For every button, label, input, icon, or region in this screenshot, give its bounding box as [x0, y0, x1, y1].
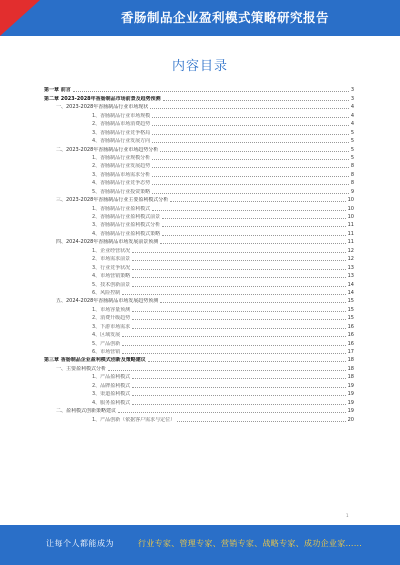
toc-leader-dots: [152, 175, 349, 177]
toc-leader-dots: [132, 377, 345, 379]
toc-entry[interactable]: [44, 330, 354, 338]
toc-entry-page: 5: [350, 154, 354, 161]
toc-leader-dots: [152, 116, 349, 118]
toc-entry-title: 3、香肠制品行业盈利模式分析: [92, 222, 161, 229]
toc-entry[interactable]: [44, 414, 354, 422]
toc-entry[interactable]: [44, 178, 354, 186]
toc-entry[interactable]: [44, 321, 354, 329]
report-title: 香肠制品企业盈利模式策略研究报告: [120, 10, 329, 25]
toc-entry-title: 1、市场容量预测: [92, 306, 131, 313]
toc-entry[interactable]: [44, 347, 354, 355]
toc-entry-title: 二、盈利模式创新策略建议: [56, 408, 117, 415]
toc-leader-dots: [132, 386, 345, 388]
toc-entry-title: 一、主要盈利模式分析: [56, 365, 107, 372]
toc-entry[interactable]: [44, 144, 354, 152]
toc-entry[interactable]: [44, 228, 354, 236]
toc-entry-title: 5、产品创新: [92, 340, 121, 347]
toc-leader-dots: [118, 411, 346, 413]
toc-entry[interactable]: [44, 313, 354, 321]
toc-leader-dots: [132, 394, 345, 396]
toc-entry-title: 6、风险控制: [92, 289, 121, 296]
toc-entry-title: 四、2024-2028年香肠制品市场发展前景预测: [56, 239, 159, 246]
toc-entry-page: 13: [347, 264, 354, 271]
toc-leader-dots: [152, 183, 349, 185]
toc-entry-title: 三、2023-2028年香肠制品行业主要盈利模式分析: [56, 197, 169, 204]
toc-leader-dots: [152, 209, 345, 211]
toc-entry-page: 19: [347, 391, 354, 398]
toc-entry[interactable]: [44, 397, 354, 405]
toc-leader-dots: [148, 360, 346, 362]
toc-entry[interactable]: [44, 304, 354, 312]
toc-leader-dots: [160, 242, 345, 244]
toc-leader-dots: [132, 259, 345, 261]
toc-entry-title: 4、区域发展: [92, 332, 121, 339]
toc-entry[interactable]: [44, 355, 354, 363]
toc-leader-dots: [152, 192, 349, 194]
toc-entry-page: 10: [347, 214, 354, 220]
toc-entry-page: 4: [350, 112, 354, 119]
toc-leader-dots: [132, 327, 345, 329]
toc-entry[interactable]: [44, 288, 354, 296]
toc-entry-title: 3、香肠制品市场需求分析: [92, 171, 151, 178]
toc-entry[interactable]: [44, 136, 354, 144]
toc-entry[interactable]: [44, 110, 354, 118]
footer-roles: 行业专家、管理专家、营销专家、战略专家、成功企业家……: [138, 539, 363, 548]
toc-entry[interactable]: [44, 338, 354, 346]
toc-entry[interactable]: [44, 119, 354, 127]
page-marker: 1: [346, 513, 349, 518]
toc-entry[interactable]: [44, 406, 354, 414]
toc-leader-dots: [152, 141, 349, 143]
toc-entry[interactable]: [44, 102, 354, 110]
toc-entry-title: 第一章 前言: [44, 87, 71, 94]
toc-entry[interactable]: [44, 195, 354, 203]
toc-entry-title: 5、香肠制品行业投资策略: [92, 188, 151, 195]
toc-entry-title: 2、香肠制品行业盈利模式前景: [92, 214, 161, 220]
header-banner: [0, 0, 400, 36]
toc-entry-page: 19: [347, 408, 354, 415]
toc-entry-title: 3、下游市场需求: [92, 323, 131, 330]
toc-entry-title: 4、香肠制品行业盈利模式策略: [92, 230, 161, 237]
toc-leader-dots: [108, 369, 346, 371]
toc-entry-title: 3、行业竞争状况: [92, 264, 131, 271]
toc-leader-dots: [132, 310, 345, 312]
toc-entry-page: 12: [347, 247, 354, 254]
toc-entry[interactable]: [44, 93, 354, 101]
toc-entry-title: 1、香肠制品行业规模分析: [92, 154, 151, 161]
red-corner-decoration: [0, 0, 40, 36]
toc-leader-dots: [152, 158, 349, 160]
toc-leader-dots: [162, 217, 345, 219]
toc-heading: 内容目录: [171, 59, 228, 74]
toc-entry-page: 14: [347, 289, 354, 296]
toc-leader-dots: [132, 276, 345, 278]
toc-entry-page: 20: [347, 416, 354, 423]
toc-entry-page: 18: [347, 374, 354, 381]
toc-entry-page: 5: [350, 146, 354, 153]
toc-leader-dots: [152, 166, 349, 168]
toc-leader-dots: [160, 150, 349, 152]
toc-leader-dots: [160, 301, 345, 303]
toc-leader-dots: [177, 420, 345, 422]
toc-entry[interactable]: [44, 169, 354, 177]
toc-entry-page: 17: [347, 349, 354, 355]
toc-leader-dots: [122, 352, 345, 354]
toc-leader-dots: [162, 234, 345, 236]
toc-entry[interactable]: [44, 271, 354, 279]
toc-entry-title: 2、香肠制品行业发展趋势: [92, 163, 151, 170]
toc-leader-dots: [150, 107, 349, 109]
toc-entry-page: 19: [347, 399, 354, 406]
toc-entry-page: 16: [347, 332, 354, 339]
toc-entry[interactable]: [44, 237, 354, 245]
toc-entry-page: 11: [347, 222, 354, 229]
toc-entry-title: 6、市场营销: [92, 349, 121, 355]
toc-entry-page: 5: [350, 129, 354, 136]
toc-entry[interactable]: [44, 212, 354, 220]
toc-entry-title: 4、香肠制品行业竞争态势: [92, 180, 151, 187]
toc-entry[interactable]: [44, 153, 354, 161]
toc-entry-page: 15: [347, 298, 354, 305]
toc-entry[interactable]: [44, 296, 354, 304]
toc-entry-title: 1、企业经营状况: [92, 247, 131, 254]
toc-entry-title: 1、香肠制品行业市场规模: [92, 112, 151, 119]
toc-entry[interactable]: [44, 363, 354, 371]
toc-leader-dots: [163, 99, 349, 101]
toc-entry-title: 2、香肠制品市场消费趋势: [92, 121, 151, 128]
toc-leader-dots: [122, 335, 345, 337]
toc-entry[interactable]: [44, 161, 354, 169]
toc-entry[interactable]: [44, 389, 354, 397]
toc-entry-title: 1、香肠制品行业盈利模式: [92, 205, 151, 212]
toc-entry-title: 2、消费升级趋势: [92, 315, 131, 322]
toc-entry-title: 二、2023-2028年香肠制品行业市场趋势分析: [56, 146, 159, 153]
toc-entry-title: 2、品牌盈利模式: [92, 382, 131, 389]
table-of-contents: [44, 85, 354, 423]
toc-entry-title: 3、香肠制品行业竞争格局: [92, 129, 151, 136]
toc-entry[interactable]: [44, 85, 354, 93]
toc-leader-dots: [152, 124, 349, 126]
toc-entry-page: 19: [347, 382, 354, 389]
toc-entry[interactable]: [44, 372, 354, 380]
toc-entry[interactable]: [44, 127, 354, 135]
toc-entry[interactable]: [44, 203, 354, 211]
toc-entry[interactable]: [44, 186, 354, 194]
toc-entry-title: 一、2023-2028年香肠制品行业市场现状: [56, 104, 149, 111]
toc-entry-page: 10: [347, 205, 354, 212]
toc-entry-page: 11: [347, 230, 354, 237]
toc-entry-page: 8: [350, 180, 354, 187]
toc-leader-dots: [132, 268, 345, 270]
toc-entry-page: 9: [350, 188, 354, 195]
toc-entry[interactable]: [44, 220, 354, 228]
toc-entry-title: 4、香肠制品行业发展方向: [92, 138, 151, 145]
toc-entry-title: 4、服务盈利模式: [92, 399, 131, 406]
toc-leader-dots: [152, 133, 349, 135]
toc-entry-page: 3: [350, 95, 354, 102]
toc-entry-page: 15: [347, 306, 354, 313]
toc-entry-page: 11: [347, 239, 354, 246]
toc-leader-dots: [162, 225, 345, 227]
toc-leader-dots: [132, 318, 345, 320]
toc-entry-title: 第三章 香肠制品企业盈利模式创新及策略建议: [44, 357, 146, 364]
toc-leader-dots: [122, 344, 345, 346]
toc-entry[interactable]: [44, 262, 354, 270]
toc-entry-title: 1、产品创新（依据客户需求与定位）: [92, 416, 176, 423]
toc-entry-page: 14: [347, 281, 354, 288]
footer-slogan: 让每个人都能成为: [46, 539, 114, 548]
toc-entry-page: 4: [350, 104, 354, 111]
toc-entry[interactable]: [44, 380, 354, 388]
toc-entry-title: 4、市场营销策略: [92, 273, 131, 280]
toc-entry-title: 第二章 2023-2028年香肠制品市场前景及趋势预测: [44, 95, 161, 102]
toc-leader-dots: [73, 90, 349, 92]
toc-entry-title: 五、2024-2028年香肠制品市场发展趋势预测: [56, 298, 159, 305]
toc-leader-dots: [132, 251, 345, 253]
toc-entry-page: 3: [350, 87, 354, 94]
toc-entry-page: 4: [350, 121, 354, 128]
toc-entry-page: 16: [347, 323, 354, 330]
toc-entry-page: 15: [347, 315, 354, 322]
toc-entry-title: 5、技术创新前景: [92, 281, 131, 288]
toc-entry-title: 2、市场需求前景: [92, 256, 131, 263]
toc-entry-title: 1、产品盈利模式: [92, 374, 131, 381]
toc-entry-page: 18: [347, 365, 354, 372]
toc-entry-page: 8: [350, 163, 354, 170]
toc-entry-page: 10: [347, 197, 354, 204]
toc-entry-page: 12: [347, 256, 354, 263]
toc-leader-dots: [170, 200, 345, 202]
toc-entry-title: 3、渠道盈利模式: [92, 391, 131, 398]
toc-entry[interactable]: [44, 254, 354, 262]
toc-leader-dots: [132, 285, 345, 287]
toc-leader-dots: [132, 403, 345, 405]
toc-entry-page: 13: [347, 273, 354, 280]
footer-banner: [0, 525, 400, 565]
toc-entry[interactable]: [44, 245, 354, 253]
toc-leader-dots: [122, 293, 345, 295]
toc-entry-page: 8: [350, 171, 354, 178]
toc-entry[interactable]: [44, 279, 354, 287]
toc-entry-page: 18: [347, 357, 354, 364]
toc-entry-page: 16: [347, 340, 354, 347]
toc-entry-page: 5: [350, 138, 354, 145]
